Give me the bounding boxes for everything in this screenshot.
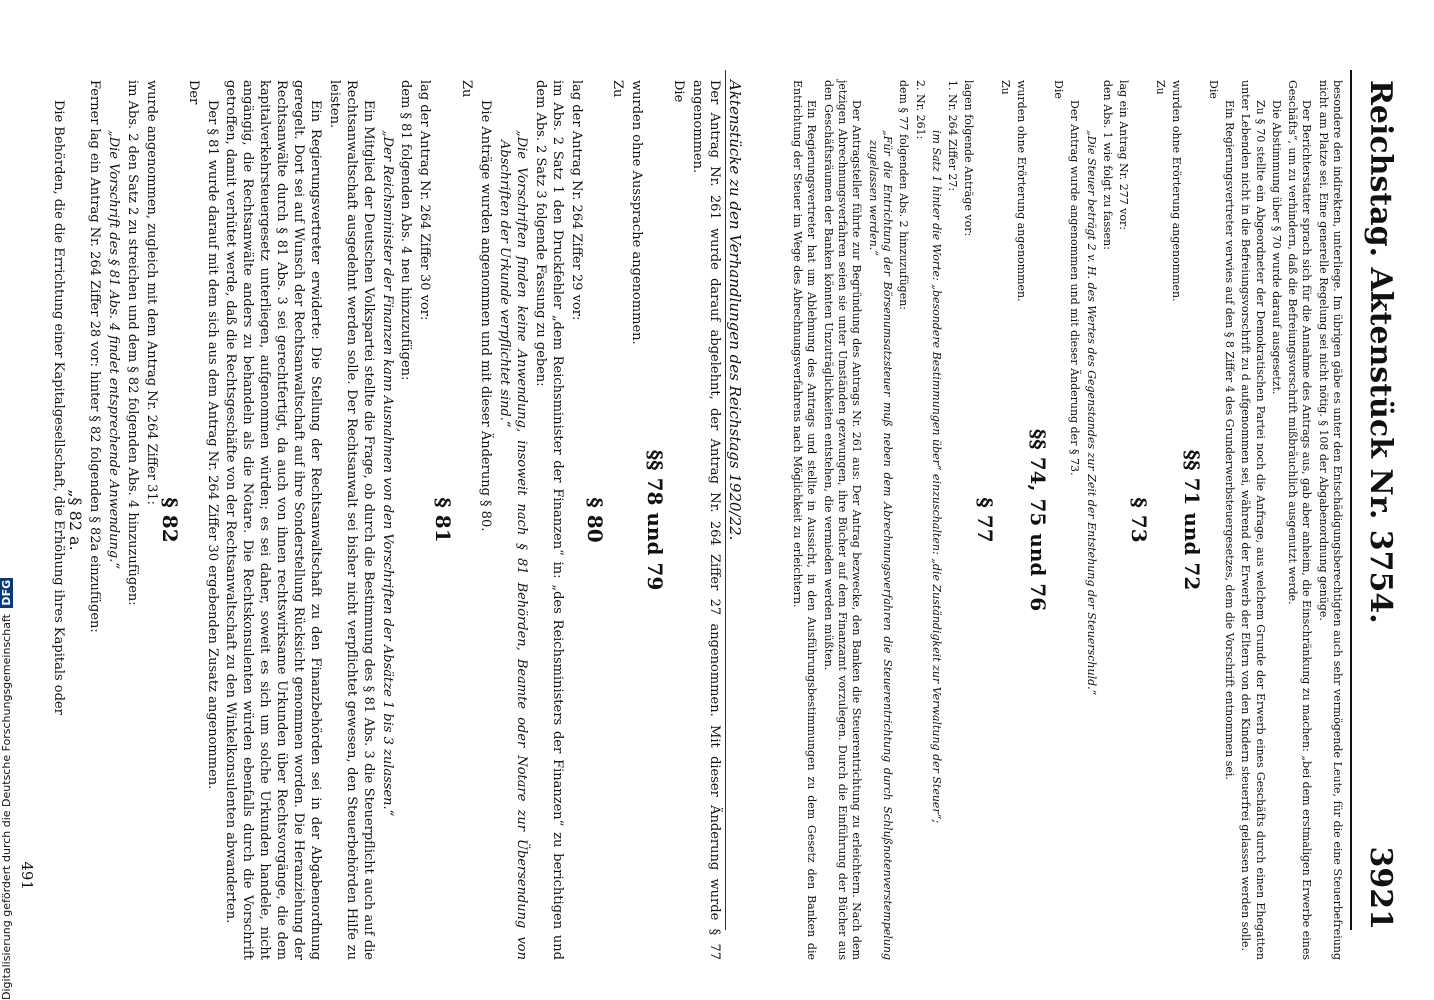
header-title: Reichstag. Aktenstück Nr. 3754. bbox=[1363, 80, 1398, 624]
footer-page-number: 491 bbox=[18, 861, 36, 890]
credit-text: Digitalisierung gefördert durch die Deutsche Forschungsgemeinschaft bbox=[0, 614, 13, 1000]
text-column-2 bbox=[47, 80, 722, 960]
paragraph: wurden ohne Erörterung angenommen. bbox=[1015, 80, 1029, 302]
paragraph: „§ 82 a. bbox=[66, 489, 86, 551]
paragraph: 2. Nr. 261: bbox=[913, 80, 927, 140]
paragraph: Die Anträge wurden angenommen und mit dieser Änderung § 80. bbox=[478, 100, 494, 532]
section-heading: § 82 bbox=[157, 497, 182, 543]
section-heading: §§ 71 und 72 bbox=[1180, 449, 1205, 591]
paragraph: im Abs. 2 den Satz 2 zu streichen und dem § 82 folgenden Abs. 4 hinzuzufügen: bbox=[124, 80, 140, 606]
paragraph: Die Abstimmung über § 70 wurde darauf ausgesetzt. bbox=[1269, 100, 1283, 395]
header-rule bbox=[1350, 70, 1352, 930]
paragraph: lagen folgende Anträge vor: bbox=[962, 80, 976, 237]
paragraph: Ein Regierungsvertreter hat um Ablehnung des Antrags und stellte in Aussicht, in den Ausführungsbestimmungen zu dem Gesetz den Banken die Entrichtung der Steuer im Wege des Abrechnungsverfahrens nach Möglichkeit zu erleichtern. bbox=[791, 80, 819, 960]
paragraph: Die bbox=[1206, 80, 1220, 99]
dfg-logo: DFG bbox=[0, 579, 13, 606]
paragraph: Ein Regierungsvertreter erwiderte: Die Stellung der Rechtsanwaltschaft zu den Finanzbehörden sei in der Abgabenordnung geregelt. Dort sei auf Wunsch der Rechtsanwaltschaft auf ihre Sonderstellung Rücksicht genommen worden. Die Heranziehung der Rechtsanwälte durch § 81 Abs. 3 sei gerechtfertigt, da auch von ihnen rechtswirksame Urkunden über Rechtsvorgänge, die dem kapitalverkehrsteuergesetz unterliegen, aufgenommen würden; es sei daher, soweit es sich um solche Urkunden handele, nicht angängig, die Rechtsanwälte anders zu behandeln als die Notare. Die Rechtskonsulenten würden ebenfalls durch die Vorschrift getroffen, damit verhütet werde, daß die Rechtsgeschäfte von der Rechtsanwaltschaft zu den Winkelkonsulenten abwanderten. bbox=[223, 80, 323, 960]
header-page-number: 3921 bbox=[1363, 846, 1398, 930]
paragraph: den Abs. 1 wie folgt zu fassen: bbox=[1100, 80, 1114, 250]
paragraph: lag der Antrag Nr. 264 Ziffer 30 vor: bbox=[417, 80, 433, 321]
paragraph: Zu § 70 stellte ein Abgeordneter der Demokratischen Partei noch die Anfrage, aus welchem Grunde der Erwerb eines Geschäfts durch einen Ehegatten unter Lebenden nicht in die Befreiungsvorschrift zu d aufgenommen sei, während der Erwerb der Eltern von den Kindern steuerfrei gelassen werden solle. bbox=[1239, 80, 1267, 960]
paragraph: „Die Vorschriften finden keine Anwendung, insoweit nach § 81 Behörden, Beamte oder Notare zur Übersendung von Abschriften der Urkunde verpflichtet sind.“ bbox=[497, 130, 529, 960]
paragraph: im Satz 1 hinter die Worte: „besondere Bestimmungen über“ einzuschalten: „die Zuständigkeit zur Verwaltung der Steuer“; bbox=[929, 130, 943, 824]
paragraph: wurden ohne Aussprache angenommen. bbox=[629, 80, 645, 345]
paragraph: Zu bbox=[1153, 80, 1167, 95]
paragraph: lag ein Antrag Nr. 277 vor: bbox=[1117, 80, 1131, 230]
paragraph: Zu bbox=[999, 80, 1013, 95]
paragraph: Der Antrag Nr. 261 wurde darauf abgelehnt, der Antrag Nr. 264 Ziffer 27 angenommen. Mit dieser Änderung wurde § 77 angenommen. bbox=[690, 80, 722, 960]
paragraph: dem § 81 folgenden Abs. 4 neu hinzuzufügen: bbox=[398, 80, 414, 381]
paragraph: 1. Nr. 264 Ziffer 27: bbox=[946, 80, 960, 192]
paragraph: besondere den indirekten, unterliege. Im übrigen gäbe es unter den Entschädigungsberechtigten auch sehr vermögende Leute, für die eine Steuerbefreiung nicht am Platze sei. Eine generelle Regelung sei nicht nötig. § 108 der Abgabenordnung genüge. bbox=[1316, 80, 1344, 960]
paragraph: wurde angenommen, zugleich mit dem Antrag Nr. 264 Ziffer 31: bbox=[143, 80, 159, 506]
page-header bbox=[1356, 80, 1404, 930]
paragraph: Der § 81 wurde darauf mit dem sich aus dem Antrag Nr. 264 Ziffer 30 ergebenden Zusatz angenommen. bbox=[204, 100, 220, 790]
section-heading: §§ 74, 75 und 76 bbox=[1025, 428, 1050, 612]
paragraph: „Der Reichsminister der Finanzen kann Ausnahmen von den Vorschriften der Absätze 1 bis 3 zulassen.“ bbox=[379, 130, 395, 817]
footer-citation: Aktenstücke zu den Verhandlungen des Reichstags 1920/22. bbox=[726, 80, 744, 541]
section-heading: § 77 bbox=[972, 497, 997, 543]
paragraph: „Die Vorschrift des § 81 Abs. 4 findet entsprechende Anwendung.“ bbox=[106, 130, 121, 570]
paragraph: Der Antrag wurde angenommen und mit dieser Änderung der § 73. bbox=[1068, 100, 1082, 476]
paragraph: wurden ohne Erörterung angenommen. bbox=[1170, 80, 1184, 302]
paragraph: dem § 77 folgenden Abs. 2 hinzuzufügen: bbox=[897, 80, 911, 311]
paragraph: Der bbox=[185, 80, 201, 105]
section-heading: §§ 78 und 79 bbox=[643, 449, 668, 591]
paragraph: Zu bbox=[610, 80, 626, 98]
paragraph: „Die Steuer beträgt 2 v. H. des Wertes des Gegenstandes zur Zeit der Entstehung der Steuerschuld.“ bbox=[1084, 130, 1098, 696]
paragraph: Ein Mitglied der Deutschen Volkspartei stellte die Frage, ob durch die Bestimmung des § 81 Abs. 3 die Steuerpflicht auch auf die Rechtsanwaltschaft ausgedehnt werden solle. Der Rechtsanwalt sei bisher nicht verpflichtet gewesen, den Steuerbehörden Hilfe zu leisten. bbox=[326, 80, 376, 960]
section-heading: § 81 bbox=[431, 497, 456, 543]
paragraph: Die bbox=[1051, 80, 1065, 99]
paragraph: Der Berichterstatter sprach sich für die Annahme des Antrags aus, gab aber anheim, die Einschränkung zu machen: „bei dem erstmaligen Erwerbe eines Geschäfts“, um zu verhindern, daß die Befreiungsvorschrift mißbräuchlich ausgenutzt werde. bbox=[1286, 80, 1314, 960]
paragraph: im Abs. 2 Satz 1 den Druckfehler „dem Reichsminister der Finanzen“ in: „des Reichsministers der Finanzen“ zu berichtigen und dem Abs. 2 Satz 3 folgende Fassung zu geben: bbox=[532, 80, 565, 960]
paragraph: Zu bbox=[459, 80, 475, 98]
text-column-1 bbox=[788, 80, 1344, 960]
digitization-credit bbox=[0, 579, 14, 1000]
paragraph: Ein Regierungsvertreter verwies auf den § 8 Ziffer 4 des Grunderwerbsteuergesetzes, dem die Vorschrift entnommen sei. bbox=[1222, 100, 1236, 780]
paragraph: Die bbox=[671, 80, 687, 103]
paragraph: Ferner lag ein Antrag Nr. 264 Ziffer 28 vor: hinter § 82 folgenden § 82a einzufügen: bbox=[87, 80, 103, 633]
paragraph: Die Behörden, die die Errichtung einer Kapitalgesellschaft, die Erhöhung ihres Kapitals oder bbox=[51, 100, 67, 715]
paragraph: lag der Antrag Nr. 264 Ziffer 29 vor: bbox=[568, 80, 584, 321]
paragraph: Der Antragsteller führte zur Begründung des Antrags Nr. 261 aus: Der Antrag bezwecke, den Banken die Steuerentrichtung zu erleichtern. Nach dem jetzigen Abrechnungsverfahren seien sie unter Umständen gezwungen, ihre Bücher auf dem Finanzamt vorzulegen. Durch die Einführung der Bücher aus den Geschäftsräumen der Banken könnten Unzuträglichkeiten entstehen, die vermieden werden müßten. bbox=[821, 80, 864, 960]
paragraph: „Für die Entrichtung der Börsenumsatzsteuer muß neben dem Abrechnungsverfahren die Steuerentrichtung durch Schlußnotenverstempelung zugelassen werden.“ bbox=[866, 130, 894, 960]
section-heading: § 73 bbox=[1127, 497, 1152, 543]
section-heading: § 80 bbox=[582, 497, 607, 543]
column-divider bbox=[725, 70, 726, 930]
